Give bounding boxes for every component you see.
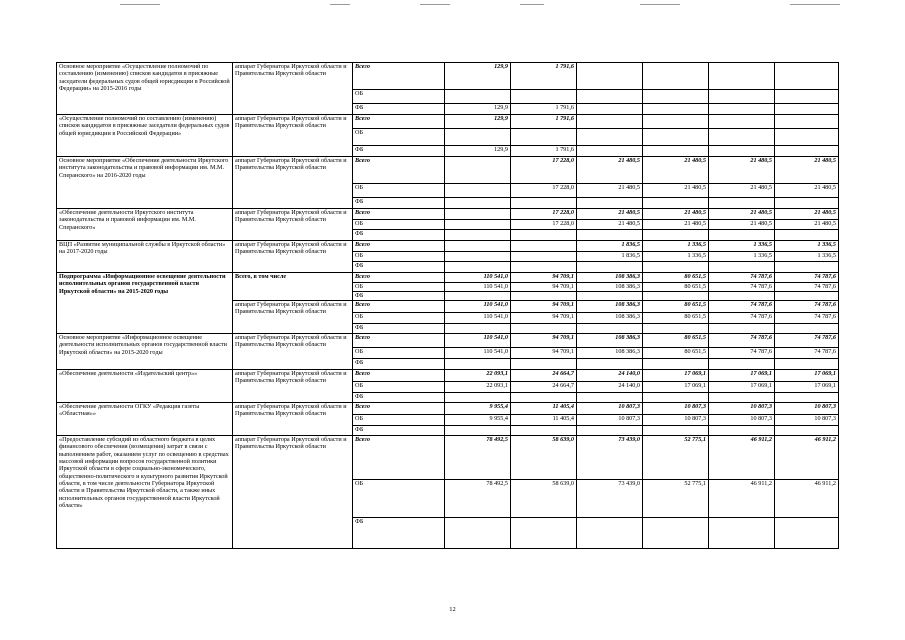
value-cell: 94 709,1 — [511, 334, 577, 348]
value-cell — [643, 146, 709, 157]
value-cell — [709, 359, 775, 370]
value-cell — [577, 230, 643, 241]
value-cell: 110 541,0 — [445, 348, 511, 359]
value-cell: 94 709,1 — [511, 348, 577, 359]
value-cell — [775, 230, 839, 241]
table-row — [57, 241, 839, 252]
value-cell — [445, 518, 511, 549]
source-cell: ФБ — [353, 393, 445, 403]
table-row — [57, 436, 839, 480]
value-cell: 1 336,5 — [709, 241, 775, 252]
value-cell — [577, 115, 643, 129]
source-cell: ОБ — [353, 129, 445, 146]
value-cell: 10 807,3 — [643, 403, 709, 415]
value-cell — [709, 198, 775, 209]
source-cell: ОБ — [353, 252, 445, 262]
source-cell: ОБ — [353, 90, 445, 104]
value-cell: 1 791,6 — [511, 115, 577, 129]
value-cell: 10 807,3 — [709, 415, 775, 426]
value-cell — [709, 230, 775, 241]
value-cell: 46 911,2 — [709, 480, 775, 518]
source-cell: ФБ — [353, 198, 445, 209]
table-row — [57, 115, 839, 129]
value-cell: 73 439,0 — [577, 436, 643, 480]
value-cell — [643, 129, 709, 146]
executor-cell: аппарат Губернатора Иркутской области и Правительства Иркутской области — [233, 63, 353, 115]
value-cell — [445, 220, 511, 230]
value-cell: 9 955,4 — [445, 403, 511, 415]
value-cell — [709, 292, 775, 301]
source-cell: ОБ — [353, 283, 445, 292]
value-cell: 108 386,3 — [577, 301, 643, 313]
value-cell: 74 787,6 — [775, 313, 839, 324]
source-cell: ОБ — [353, 184, 445, 198]
value-cell — [577, 198, 643, 209]
source-cell: Всего — [353, 63, 445, 90]
value-cell: 21 480,5 — [643, 220, 709, 230]
value-cell: 58 639,0 — [511, 480, 577, 518]
value-cell — [445, 393, 511, 403]
value-cell — [775, 292, 839, 301]
value-cell: 10 807,3 — [775, 403, 839, 415]
value-cell: 1 336,5 — [643, 252, 709, 262]
value-cell — [577, 324, 643, 334]
executor-cell: аппарат Губернатора Иркутской области и Правительства Иркутской области — [233, 403, 353, 436]
value-cell: 1 336,5 — [775, 241, 839, 252]
value-cell: 80 651,5 — [643, 313, 709, 324]
value-cell: 80 651,5 — [643, 334, 709, 348]
value-cell: 24 140,0 — [577, 370, 643, 382]
value-cell — [445, 359, 511, 370]
value-cell: 110 541,0 — [445, 273, 511, 283]
value-cell: 21 480,5 — [709, 184, 775, 198]
value-cell: 129,9 — [445, 115, 511, 129]
value-cell: 129,9 — [445, 146, 511, 157]
table-row — [57, 273, 839, 283]
value-cell — [445, 262, 511, 273]
source-cell: ОБ — [353, 382, 445, 393]
value-cell: 80 651,5 — [643, 273, 709, 283]
value-cell: 78 492,5 — [445, 480, 511, 518]
value-cell: 21 480,5 — [643, 209, 709, 220]
source-cell: ОБ — [353, 220, 445, 230]
value-cell — [511, 230, 577, 241]
value-cell — [445, 90, 511, 104]
value-cell: 108 386,3 — [577, 273, 643, 283]
value-cell: 21 480,5 — [775, 157, 839, 184]
value-cell: 21 480,5 — [709, 209, 775, 220]
value-cell: 94 709,1 — [511, 313, 577, 324]
value-cell: 74 787,6 — [709, 283, 775, 292]
value-cell — [445, 426, 511, 436]
value-cell: 17 069,1 — [643, 382, 709, 393]
value-cell: 74 787,6 — [709, 301, 775, 313]
value-cell: 74 787,6 — [709, 334, 775, 348]
program-name-cell: «Обеспечение деятельности ОГКУ «Редакция газеты «Областная»» — [57, 403, 233, 436]
executor-cell: аппарат Губернатора Иркутской области и Правительства Иркутской области — [233, 301, 353, 334]
executor-cell: аппарат Губернатора Иркутской области и Правительства Иркутской области — [233, 115, 353, 157]
value-cell — [511, 518, 577, 549]
value-cell — [775, 90, 839, 104]
value-cell — [643, 518, 709, 549]
value-cell: 46 911,2 — [775, 436, 839, 480]
value-cell — [445, 252, 511, 262]
value-cell — [643, 262, 709, 273]
value-cell — [577, 146, 643, 157]
value-cell: 10 807,3 — [577, 415, 643, 426]
value-cell — [511, 90, 577, 104]
program-funding-table — [56, 62, 839, 549]
value-cell — [709, 146, 775, 157]
value-cell — [709, 518, 775, 549]
value-cell — [643, 359, 709, 370]
value-cell: 21 480,5 — [775, 220, 839, 230]
value-cell — [445, 184, 511, 198]
value-cell — [577, 262, 643, 273]
value-cell — [445, 241, 511, 252]
source-cell: Всего — [353, 403, 445, 415]
value-cell — [577, 90, 643, 104]
source-cell: ФБ — [353, 104, 445, 115]
value-cell — [709, 115, 775, 129]
value-cell: 24 140,0 — [577, 382, 643, 393]
value-cell: 9 955,4 — [445, 415, 511, 426]
value-cell: 108 386,3 — [577, 283, 643, 292]
value-cell: 80 651,5 — [643, 301, 709, 313]
executor-cell: аппарат Губернатора Иркутской области и Правительства Иркутской области — [233, 157, 353, 209]
program-name-cell: «Обеспечение деятельности «Издательский центр»» — [57, 370, 233, 403]
value-cell — [775, 63, 839, 90]
value-cell — [643, 292, 709, 301]
value-cell: 17 228,0 — [511, 220, 577, 230]
value-cell — [643, 63, 709, 90]
value-cell: 17 069,1 — [775, 382, 839, 393]
value-cell: 17 069,1 — [709, 382, 775, 393]
source-cell: ФБ — [353, 518, 445, 549]
source-cell: ОБ — [353, 348, 445, 359]
source-cell: ОБ — [353, 480, 445, 518]
value-cell: 17 069,1 — [643, 370, 709, 382]
value-cell: 21 480,5 — [775, 184, 839, 198]
value-cell: 24 664,7 — [511, 370, 577, 382]
value-cell: 21 480,5 — [643, 184, 709, 198]
value-cell — [775, 129, 839, 146]
value-cell: 1 791,6 — [511, 146, 577, 157]
value-cell: 58 639,0 — [511, 436, 577, 480]
value-cell: 21 480,5 — [577, 209, 643, 220]
value-cell — [709, 324, 775, 334]
value-cell — [511, 393, 577, 403]
value-cell — [577, 426, 643, 436]
executor-cell: аппарат Губернатора Иркутской области и Правительства Иркутской области — [233, 370, 353, 403]
value-cell — [445, 157, 511, 184]
value-cell: 94 709,1 — [511, 273, 577, 283]
value-cell — [643, 115, 709, 129]
value-cell — [643, 198, 709, 209]
page-number: 12 — [449, 606, 456, 613]
value-cell — [775, 324, 839, 334]
value-cell: 10 807,3 — [709, 403, 775, 415]
value-cell — [511, 252, 577, 262]
value-cell — [445, 324, 511, 334]
value-cell — [775, 393, 839, 403]
value-cell: 74 787,6 — [709, 348, 775, 359]
value-cell: 1 336,5 — [709, 252, 775, 262]
value-cell: 73 439,0 — [577, 480, 643, 518]
value-cell: 74 787,6 — [775, 334, 839, 348]
value-cell — [577, 518, 643, 549]
program-name-cell: «Осуществление полномочий по составлению (изменению) списков кандидатов в присяжные заседатели федеральных судов общей юрисдикции в Российской Федерации» — [57, 115, 233, 157]
value-cell: 1 836,5 — [577, 241, 643, 252]
value-cell — [775, 104, 839, 115]
value-cell — [511, 426, 577, 436]
value-cell: 1 791,6 — [511, 104, 577, 115]
value-cell — [709, 262, 775, 273]
value-cell: 10 807,3 — [577, 403, 643, 415]
source-cell: ФБ — [353, 230, 445, 241]
value-cell — [775, 146, 839, 157]
value-cell: 1 791,6 — [511, 63, 577, 90]
program-name-cell: Основное мероприятие «Информационное освещение деятельности исполнительных органов государственной власти Иркутской области» на 2015-2020 годы — [57, 334, 233, 370]
source-cell: Всего — [353, 301, 445, 313]
value-cell — [643, 324, 709, 334]
value-cell — [445, 129, 511, 146]
program-name-cell: Основное мероприятие «Обеспечение деятельности Иркутского института законодательства и правовой информации им. М.М. Сперанского» на 2016-2020 годы — [57, 157, 233, 209]
value-cell: 11 405,4 — [511, 403, 577, 415]
source-cell: Всего — [353, 273, 445, 283]
value-cell: 74 787,6 — [775, 283, 839, 292]
table-row — [57, 334, 839, 348]
value-cell: 110 541,0 — [445, 313, 511, 324]
source-cell: Всего — [353, 115, 445, 129]
source-cell: Всего — [353, 370, 445, 382]
executor-cell: аппарат Губернатора Иркутской области и Правительства Иркутской области — [233, 436, 353, 549]
value-cell: 46 911,2 — [775, 480, 839, 518]
table-row — [57, 370, 839, 382]
table-row — [57, 403, 839, 415]
value-cell: 1 836,5 — [577, 252, 643, 262]
source-cell: Всего — [353, 157, 445, 184]
value-cell: 74 787,6 — [775, 273, 839, 283]
value-cell — [775, 262, 839, 273]
value-cell — [709, 104, 775, 115]
source-cell: ОБ — [353, 313, 445, 324]
value-cell — [445, 209, 511, 220]
value-cell — [643, 393, 709, 403]
value-cell: 108 386,3 — [577, 348, 643, 359]
value-cell: 74 787,6 — [775, 301, 839, 313]
value-cell — [577, 292, 643, 301]
value-cell: 110 541,0 — [445, 283, 511, 292]
value-cell: 52 775,1 — [643, 436, 709, 480]
value-cell: 21 480,5 — [643, 157, 709, 184]
source-cell: ФБ — [353, 359, 445, 370]
scan-top-artifacts — [0, 4, 905, 12]
value-cell — [709, 426, 775, 436]
value-cell: 21 480,5 — [709, 157, 775, 184]
value-cell: 21 480,5 — [709, 220, 775, 230]
value-cell — [775, 359, 839, 370]
value-cell: 108 386,3 — [577, 334, 643, 348]
value-cell — [445, 198, 511, 209]
value-cell — [511, 129, 577, 146]
source-cell: ОБ — [353, 415, 445, 426]
value-cell: 21 480,5 — [577, 157, 643, 184]
value-cell: 52 775,1 — [643, 480, 709, 518]
value-cell: 94 709,1 — [511, 301, 577, 313]
value-cell: 11 405,4 — [511, 415, 577, 426]
value-cell — [577, 359, 643, 370]
value-cell — [511, 262, 577, 273]
value-cell: 10 807,3 — [775, 415, 839, 426]
source-cell: Всего — [353, 334, 445, 348]
value-cell: 108 386,3 — [577, 313, 643, 324]
value-cell — [709, 393, 775, 403]
value-cell: 78 492,5 — [445, 436, 511, 480]
value-cell — [775, 518, 839, 549]
value-cell: 94 709,1 — [511, 283, 577, 292]
source-cell: ФБ — [353, 146, 445, 157]
value-cell — [709, 63, 775, 90]
value-cell — [709, 90, 775, 104]
value-cell — [643, 104, 709, 115]
source-cell: Всего — [353, 436, 445, 480]
value-cell: 129,9 — [445, 104, 511, 115]
value-cell: 110 541,0 — [445, 334, 511, 348]
value-cell: 80 651,5 — [643, 348, 709, 359]
value-cell: 46 911,2 — [709, 436, 775, 480]
value-cell — [643, 90, 709, 104]
value-cell — [775, 426, 839, 436]
value-cell: 74 787,6 — [709, 313, 775, 324]
source-cell: ФБ — [353, 324, 445, 334]
value-cell: 17 228,0 — [511, 209, 577, 220]
executor-cell: аппарат Губернатора Иркутской области и Правительства Иркутской области — [233, 241, 353, 273]
table-row — [57, 157, 839, 184]
executor-cell: аппарат Губернатора Иркутской области и Правительства Иркутской области — [233, 209, 353, 241]
value-cell — [577, 104, 643, 115]
value-cell: 17 069,1 — [709, 370, 775, 382]
program-name-cell: «Обеспечение деятельности Иркутского института законодательства и правовой информации им. М.М. Сперанского» — [57, 209, 233, 241]
value-cell: 17 228,0 — [511, 184, 577, 198]
table-row — [57, 209, 839, 220]
value-cell — [775, 115, 839, 129]
table-row — [57, 63, 839, 90]
value-cell: 1 336,5 — [643, 241, 709, 252]
value-cell — [445, 292, 511, 301]
executor-cell: Всего, в том числе — [233, 273, 353, 301]
value-cell: 110 541,0 — [445, 301, 511, 313]
value-cell — [511, 241, 577, 252]
value-cell — [445, 230, 511, 241]
program-name-cell: Подпрограмма «Информационное освещение деятельности исполнительных органов государственной власти Иркутской области» на 2015-2020 годы — [57, 273, 233, 334]
value-cell — [577, 63, 643, 90]
value-cell: 17 069,1 — [775, 370, 839, 382]
value-cell — [577, 129, 643, 146]
value-cell: 129,9 — [445, 63, 511, 90]
source-cell: ФБ — [353, 426, 445, 436]
value-cell — [511, 198, 577, 209]
value-cell: 22 093,1 — [445, 370, 511, 382]
value-cell — [775, 198, 839, 209]
source-cell: ФБ — [353, 292, 445, 301]
value-cell — [643, 426, 709, 436]
source-cell: Всего — [353, 209, 445, 220]
value-cell: 24 664,7 — [511, 382, 577, 393]
program-name-cell: ВЦП «Развитие муниципальной службы в Иркутской области» на 2017-2020 годы — [57, 241, 233, 273]
program-name-cell: Основное мероприятие «Осуществление полномочий по составлению (изменению) списков кандидатов в присяжные заседатели федеральных судов общей юрисдикции в Российской Федерации» на 2015-2016 годы — [57, 63, 233, 115]
value-cell — [511, 292, 577, 301]
value-cell — [643, 230, 709, 241]
value-cell: 21 480,5 — [577, 220, 643, 230]
source-cell: ФБ — [353, 262, 445, 273]
value-cell — [709, 129, 775, 146]
source-cell: Всего — [353, 241, 445, 252]
value-cell — [511, 324, 577, 334]
executor-cell: аппарат Губернатора Иркутской области и Правительства Иркутской области — [233, 334, 353, 370]
value-cell: 80 651,5 — [643, 283, 709, 292]
value-cell — [577, 393, 643, 403]
value-cell: 22 093,1 — [445, 382, 511, 393]
program-name-cell: «Предоставление субсидий из областного бюджета в целях финансового обеспечения (возмещения) затрат в связи с выполнением работ, оказанием услуг по освещению в средствах массовой информации вопросов государственной политики Иркутской области в сфере социально-экономического, общественно-политического и культурного развития Иркутской области, в том числе деятельности Губернатора Иркутской области и Правительства Иркутской области, а также иных исполнительных органов государственной власти Иркутской области» — [57, 436, 233, 549]
value-cell: 74 787,6 — [775, 348, 839, 359]
value-cell: 17 228,0 — [511, 157, 577, 184]
value-cell — [511, 359, 577, 370]
value-cell: 74 787,6 — [709, 273, 775, 283]
value-cell: 1 336,5 — [775, 252, 839, 262]
value-cell: 21 480,5 — [577, 184, 643, 198]
value-cell: 10 807,3 — [643, 415, 709, 426]
value-cell: 21 480,5 — [775, 209, 839, 220]
